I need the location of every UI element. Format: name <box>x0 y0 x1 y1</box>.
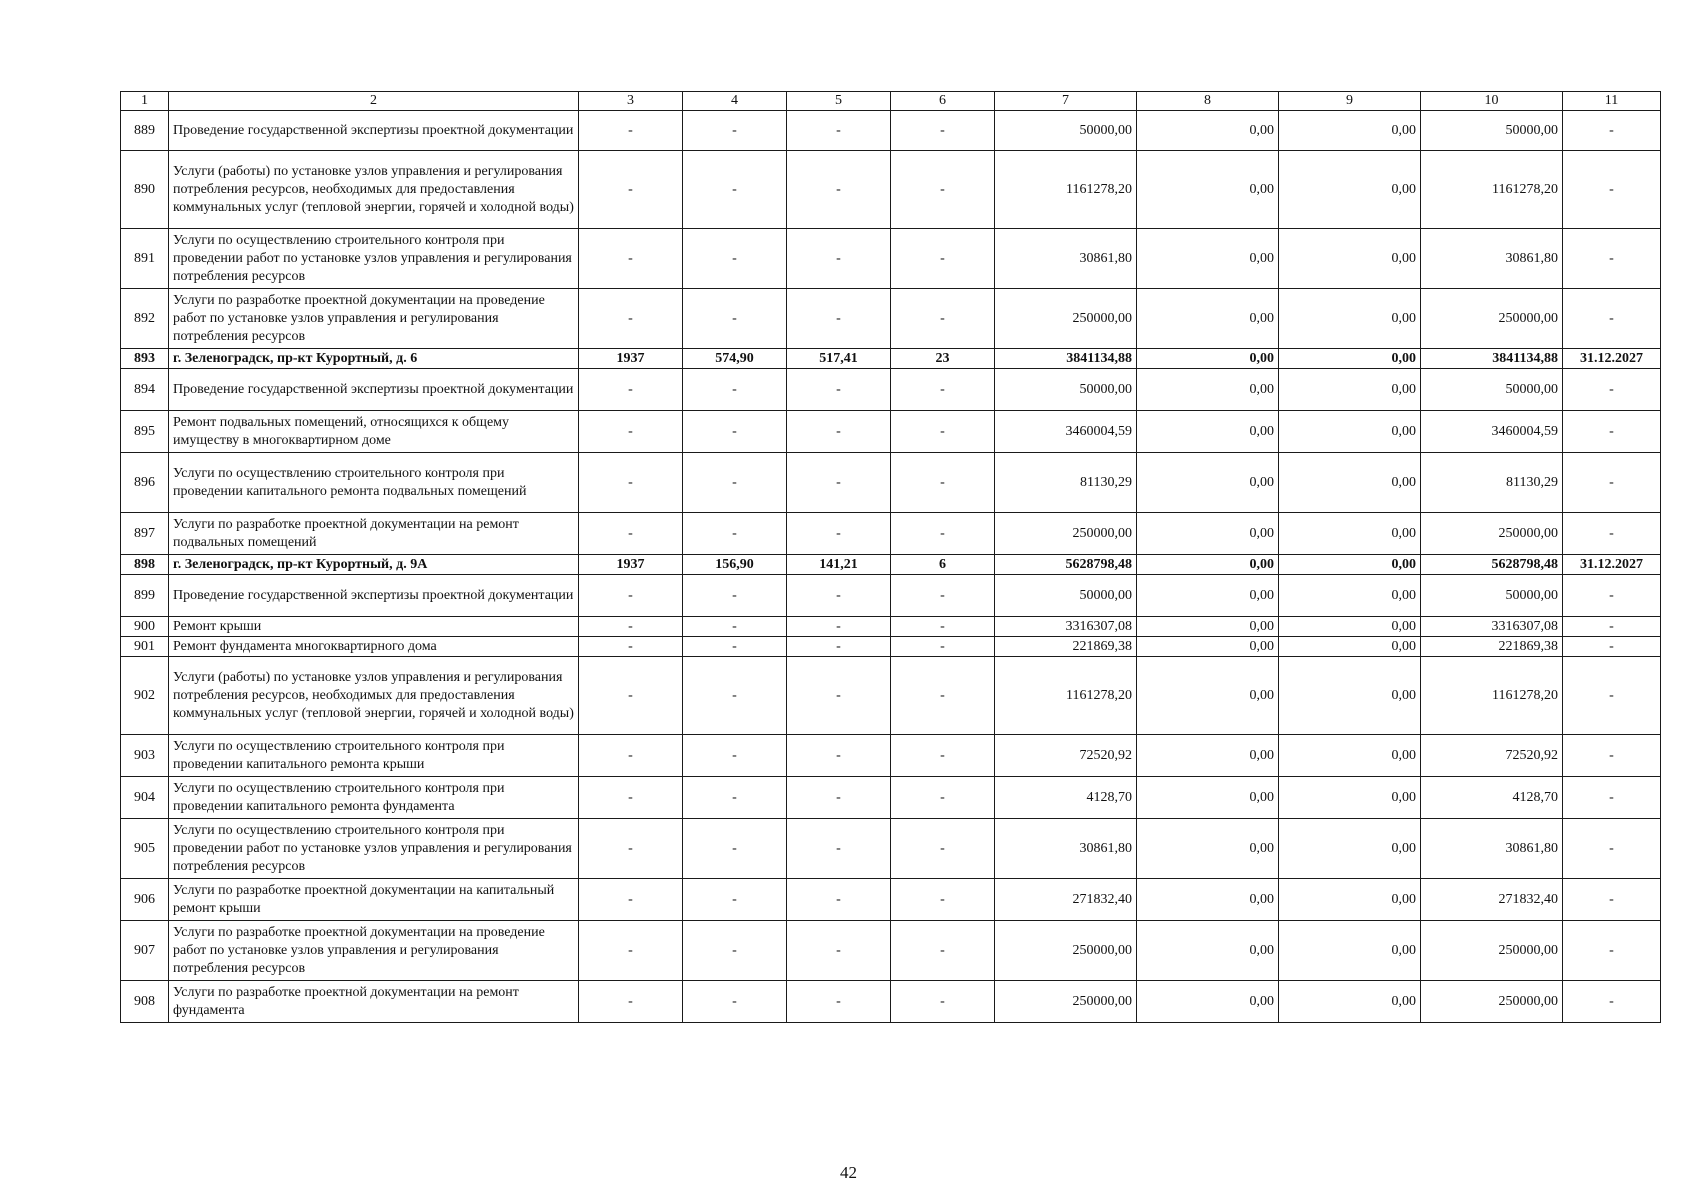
cell-c6: - <box>891 921 995 981</box>
cell-c7: 5628798,48 <box>995 555 1137 575</box>
cell-c3: - <box>579 369 683 411</box>
column-header: 1 <box>121 92 169 111</box>
cell-c7: 72520,92 <box>995 735 1137 777</box>
cell-c7: 3841134,88 <box>995 349 1137 369</box>
cell-text: Проведение государственной экспертизы проектной документации <box>169 575 579 617</box>
cell-c11: - <box>1563 819 1661 879</box>
cell-c3: - <box>579 453 683 513</box>
column-header: 11 <box>1563 92 1661 111</box>
cell-c5: - <box>787 453 891 513</box>
cell-c5: - <box>787 513 891 555</box>
cell-c11: - <box>1563 879 1661 921</box>
cell-c6: - <box>891 513 995 555</box>
cell-c8: 0,00 <box>1137 555 1279 575</box>
cell-text: Услуги по разработке проектной документации на проведение работ по установке узлов управления и регулирования потребления ресурсов <box>169 921 579 981</box>
column-header: 5 <box>787 92 891 111</box>
cell-c8: 0,00 <box>1137 921 1279 981</box>
cell-c9: 0,00 <box>1279 229 1421 289</box>
cell-num: 891 <box>121 229 169 289</box>
cell-text: Услуги по разработке проектной документации на капитальный ремонт крыши <box>169 879 579 921</box>
cell-c3: - <box>579 411 683 453</box>
cell-c5: - <box>787 735 891 777</box>
cell-c11: 31.12.2027 <box>1563 349 1661 369</box>
cell-num: 894 <box>121 369 169 411</box>
cell-c8: 0,00 <box>1137 513 1279 555</box>
table-row <box>121 617 1661 637</box>
cell-num: 907 <box>121 921 169 981</box>
cell-c3: 1937 <box>579 349 683 369</box>
cell-c7: 221869,38 <box>995 637 1137 657</box>
cell-c11: - <box>1563 981 1661 1023</box>
cell-c10: 30861,80 <box>1421 229 1563 289</box>
cell-c6: - <box>891 411 995 453</box>
cell-c6: - <box>891 369 995 411</box>
cell-c3: - <box>579 879 683 921</box>
cell-c4: - <box>683 735 787 777</box>
cell-c4: - <box>683 289 787 349</box>
cell-c5: - <box>787 879 891 921</box>
table-row <box>121 349 1661 369</box>
cell-c3: - <box>579 575 683 617</box>
cell-c10: 50000,00 <box>1421 111 1563 151</box>
cell-c4: - <box>683 411 787 453</box>
cell-c8: 0,00 <box>1137 369 1279 411</box>
cell-c4: - <box>683 879 787 921</box>
cell-text: Услуги по осуществлению строительного контроля при проведении капитального ремонта подвальных помещений <box>169 453 579 513</box>
cell-num: 906 <box>121 879 169 921</box>
cell-c10: 250000,00 <box>1421 289 1563 349</box>
cell-num: 897 <box>121 513 169 555</box>
cell-num: 889 <box>121 111 169 151</box>
cell-c8: 0,00 <box>1137 111 1279 151</box>
cell-c9: 0,00 <box>1279 981 1421 1023</box>
cell-c3: - <box>579 981 683 1023</box>
cell-c3: - <box>579 513 683 555</box>
cell-c5: - <box>787 657 891 735</box>
cell-text: Ремонт фундамента многоквартирного дома <box>169 637 579 657</box>
table-row <box>121 369 1661 411</box>
table-row <box>121 555 1661 575</box>
cell-c4: - <box>683 453 787 513</box>
cell-c3: - <box>579 289 683 349</box>
cell-c3: 1937 <box>579 555 683 575</box>
cell-c4: - <box>683 369 787 411</box>
cell-c10: 250000,00 <box>1421 513 1563 555</box>
cell-c5: 141,21 <box>787 555 891 575</box>
cell-c6: - <box>891 453 995 513</box>
cell-text: Услуги по разработке проектной документации на ремонт фундамента <box>169 981 579 1023</box>
table-row <box>121 111 1661 151</box>
cell-num: 901 <box>121 637 169 657</box>
cell-text: Услуги по разработке проектной документации на ремонт подвальных помещений <box>169 513 579 555</box>
cell-c3: - <box>579 229 683 289</box>
cell-c5: - <box>787 637 891 657</box>
cell-c5: - <box>787 921 891 981</box>
page-number: 42 <box>840 1163 857 1182</box>
cell-c8: 0,00 <box>1137 657 1279 735</box>
cell-c6: - <box>891 981 995 1023</box>
cell-num: 904 <box>121 777 169 819</box>
cell-c7: 50000,00 <box>995 575 1137 617</box>
table-row <box>121 981 1661 1023</box>
cell-c4: 574,90 <box>683 349 787 369</box>
cell-c6: 23 <box>891 349 995 369</box>
cell-c8: 0,00 <box>1137 575 1279 617</box>
cell-text: Ремонт подвальных помещений, относящихся к общему имуществу в многоквартирном доме <box>169 411 579 453</box>
cell-c10: 81130,29 <box>1421 453 1563 513</box>
cell-c10: 3841134,88 <box>1421 349 1563 369</box>
cell-c3: - <box>579 657 683 735</box>
cell-c6: - <box>891 637 995 657</box>
cell-c10: 250000,00 <box>1421 981 1563 1023</box>
cell-num: 899 <box>121 575 169 617</box>
cell-c8: 0,00 <box>1137 735 1279 777</box>
cell-c9: 0,00 <box>1279 453 1421 513</box>
cell-c8: 0,00 <box>1137 349 1279 369</box>
table-row <box>121 229 1661 289</box>
cell-num: 895 <box>121 411 169 453</box>
cell-c10: 1161278,20 <box>1421 657 1563 735</box>
cell-c5: - <box>787 229 891 289</box>
cell-c6: - <box>891 151 995 229</box>
table-row <box>121 513 1661 555</box>
cell-c11: - <box>1563 921 1661 981</box>
cell-num: 902 <box>121 657 169 735</box>
cell-c8: 0,00 <box>1137 453 1279 513</box>
cell-c7: 81130,29 <box>995 453 1137 513</box>
cell-num: 890 <box>121 151 169 229</box>
cell-c11: - <box>1563 411 1661 453</box>
cell-c7: 30861,80 <box>995 229 1137 289</box>
cell-c4: - <box>683 111 787 151</box>
cell-c10: 3460004,59 <box>1421 411 1563 453</box>
cell-c9: 0,00 <box>1279 777 1421 819</box>
table-row <box>121 637 1661 657</box>
cell-c11: - <box>1563 637 1661 657</box>
cell-c6: - <box>891 819 995 879</box>
cell-c11: - <box>1563 617 1661 637</box>
cell-c6: - <box>891 735 995 777</box>
cell-c9: 0,00 <box>1279 349 1421 369</box>
cell-c10: 221869,38 <box>1421 637 1563 657</box>
cell-num: 900 <box>121 617 169 637</box>
cell-text: г. Зеленоградск, пр-кт Курортный, д. 6 <box>169 349 579 369</box>
cell-c5: - <box>787 111 891 151</box>
cell-text: Услуги по разработке проектной документации на проведение работ по установке узлов управления и регулирования потребления ресурсов <box>169 289 579 349</box>
cell-c4: - <box>683 777 787 819</box>
cell-c9: 0,00 <box>1279 151 1421 229</box>
table-row <box>121 735 1661 777</box>
cell-c7: 1161278,20 <box>995 151 1137 229</box>
cell-text: Проведение государственной экспертизы проектной документации <box>169 369 579 411</box>
cell-c7: 1161278,20 <box>995 657 1137 735</box>
cell-c4: - <box>683 637 787 657</box>
cell-c7: 3316307,08 <box>995 617 1137 637</box>
cell-text: Услуги по осуществлению строительного контроля при проведении работ по установке узлов управления и регулирования потребления ресурсов <box>169 229 579 289</box>
cell-c4: - <box>683 151 787 229</box>
table-row <box>121 575 1661 617</box>
cell-c7: 271832,40 <box>995 879 1137 921</box>
cell-c11: - <box>1563 111 1661 151</box>
cell-c8: 0,00 <box>1137 151 1279 229</box>
cell-c6: - <box>891 617 995 637</box>
cell-num: 893 <box>121 349 169 369</box>
cell-text: Услуги (работы) по установке узлов управления и регулирования потребления ресурсов, необходимых для предоставления коммунальных услуг (тепловой энергии, горячей и холодной воды) <box>169 151 579 229</box>
cell-c3: - <box>579 819 683 879</box>
cell-c6: - <box>891 289 995 349</box>
cell-c9: 0,00 <box>1279 289 1421 349</box>
cell-num: 896 <box>121 453 169 513</box>
table-row <box>121 151 1661 229</box>
cell-c3: - <box>579 777 683 819</box>
cell-c9: 0,00 <box>1279 513 1421 555</box>
cell-c5: - <box>787 819 891 879</box>
cell-c10: 1161278,20 <box>1421 151 1563 229</box>
cell-c9: 0,00 <box>1279 411 1421 453</box>
cell-c9: 0,00 <box>1279 879 1421 921</box>
cell-c3: - <box>579 735 683 777</box>
cell-c9: 0,00 <box>1279 575 1421 617</box>
cell-c10: 50000,00 <box>1421 575 1563 617</box>
cell-text: Услуги по осуществлению строительного контроля при проведении капитального ремонта фундамента <box>169 777 579 819</box>
cell-text: г. Зеленоградск, пр-кт Курортный, д. 9А <box>169 555 579 575</box>
table-body <box>121 92 1661 1023</box>
cell-c11: - <box>1563 575 1661 617</box>
cell-c9: 0,00 <box>1279 111 1421 151</box>
cell-c3: - <box>579 637 683 657</box>
cell-c5: - <box>787 411 891 453</box>
cell-c9: 0,00 <box>1279 819 1421 879</box>
cell-text: Услуги по осуществлению строительного контроля при проведении капитального ремонта крыши <box>169 735 579 777</box>
column-header: 9 <box>1279 92 1421 111</box>
cell-c7: 30861,80 <box>995 819 1137 879</box>
cell-c10: 5628798,48 <box>1421 555 1563 575</box>
cell-c10: 250000,00 <box>1421 921 1563 981</box>
cell-c5: - <box>787 289 891 349</box>
cell-c7: 250000,00 <box>995 981 1137 1023</box>
table-row <box>121 777 1661 819</box>
column-header: 8 <box>1137 92 1279 111</box>
cell-c4: - <box>683 981 787 1023</box>
cell-c6: 6 <box>891 555 995 575</box>
cell-c6: - <box>891 657 995 735</box>
cell-c7: 4128,70 <box>995 777 1137 819</box>
cell-num: 903 <box>121 735 169 777</box>
cell-c8: 0,00 <box>1137 411 1279 453</box>
cell-c3: - <box>579 151 683 229</box>
column-header: 2 <box>169 92 579 111</box>
cell-c11: - <box>1563 289 1661 349</box>
cell-c4: - <box>683 229 787 289</box>
cell-text: Проведение государственной экспертизы проектной документации <box>169 111 579 151</box>
cell-c6: - <box>891 111 995 151</box>
cell-c11: - <box>1563 657 1661 735</box>
cell-c4: 156,90 <box>683 555 787 575</box>
cell-c9: 0,00 <box>1279 369 1421 411</box>
cell-c8: 0,00 <box>1137 879 1279 921</box>
cell-c9: 0,00 <box>1279 921 1421 981</box>
cell-c4: - <box>683 921 787 981</box>
cell-c7: 3460004,59 <box>995 411 1137 453</box>
table-row <box>121 879 1661 921</box>
cell-c4: - <box>683 575 787 617</box>
cell-c6: - <box>891 575 995 617</box>
cell-c10: 30861,80 <box>1421 819 1563 879</box>
cell-c11: 31.12.2027 <box>1563 555 1661 575</box>
column-header: 10 <box>1421 92 1563 111</box>
cell-c9: 0,00 <box>1279 555 1421 575</box>
cell-c3: - <box>579 921 683 981</box>
cell-c3: - <box>579 111 683 151</box>
cell-c10: 3316307,08 <box>1421 617 1563 637</box>
cell-c11: - <box>1563 151 1661 229</box>
cell-c7: 250000,00 <box>995 513 1137 555</box>
cell-c11: - <box>1563 453 1661 513</box>
column-header: 6 <box>891 92 995 111</box>
column-number-row <box>121 92 1661 111</box>
cell-c11: - <box>1563 735 1661 777</box>
table-row <box>121 411 1661 453</box>
cell-c5: - <box>787 617 891 637</box>
cell-c4: - <box>683 617 787 637</box>
cell-c5: - <box>787 777 891 819</box>
column-header: 7 <box>995 92 1137 111</box>
column-header: 4 <box>683 92 787 111</box>
cell-c7: 50000,00 <box>995 111 1137 151</box>
cell-c9: 0,00 <box>1279 617 1421 637</box>
cell-c11: - <box>1563 777 1661 819</box>
cell-c5: - <box>787 575 891 617</box>
cell-num: 892 <box>121 289 169 349</box>
cell-c9: 0,00 <box>1279 735 1421 777</box>
cell-c10: 72520,92 <box>1421 735 1563 777</box>
cell-c4: - <box>683 513 787 555</box>
cell-c7: 50000,00 <box>995 369 1137 411</box>
column-header: 3 <box>579 92 683 111</box>
cell-c7: 250000,00 <box>995 289 1137 349</box>
cell-c4: - <box>683 657 787 735</box>
cell-text: Услуги (работы) по установке узлов управления и регулирования потребления ресурсов, необходимых для предоставления коммунальных услуг (тепловой энергии, горячей и холодной воды) <box>169 657 579 735</box>
cell-c6: - <box>891 229 995 289</box>
register-table <box>120 91 1661 1023</box>
cell-c11: - <box>1563 513 1661 555</box>
table-row <box>121 453 1661 513</box>
cell-c8: 0,00 <box>1137 777 1279 819</box>
table-row <box>121 921 1661 981</box>
cell-c8: 0,00 <box>1137 981 1279 1023</box>
cell-c10: 50000,00 <box>1421 369 1563 411</box>
table-row <box>121 819 1661 879</box>
cell-c5: - <box>787 151 891 229</box>
cell-c11: - <box>1563 229 1661 289</box>
cell-num: 908 <box>121 981 169 1023</box>
table-row <box>121 289 1661 349</box>
cell-c11: - <box>1563 369 1661 411</box>
cell-c9: 0,00 <box>1279 657 1421 735</box>
cell-c3: - <box>579 617 683 637</box>
cell-c4: - <box>683 819 787 879</box>
cell-c6: - <box>891 879 995 921</box>
cell-c5: - <box>787 369 891 411</box>
cell-c6: - <box>891 777 995 819</box>
cell-c10: 271832,40 <box>1421 879 1563 921</box>
cell-c8: 0,00 <box>1137 229 1279 289</box>
table-row <box>121 657 1661 735</box>
cell-c5: 517,41 <box>787 349 891 369</box>
cell-c8: 0,00 <box>1137 617 1279 637</box>
cell-c8: 0,00 <box>1137 289 1279 349</box>
cell-c7: 250000,00 <box>995 921 1137 981</box>
cell-c8: 0,00 <box>1137 637 1279 657</box>
cell-text: Услуги по осуществлению строительного контроля при проведении работ по установке узлов управления и регулирования потребления ресурсов <box>169 819 579 879</box>
cell-text: Ремонт крыши <box>169 617 579 637</box>
cell-num: 905 <box>121 819 169 879</box>
cell-num: 898 <box>121 555 169 575</box>
cell-c10: 4128,70 <box>1421 777 1563 819</box>
cell-c8: 0,00 <box>1137 819 1279 879</box>
cell-c9: 0,00 <box>1279 637 1421 657</box>
cell-c5: - <box>787 981 891 1023</box>
